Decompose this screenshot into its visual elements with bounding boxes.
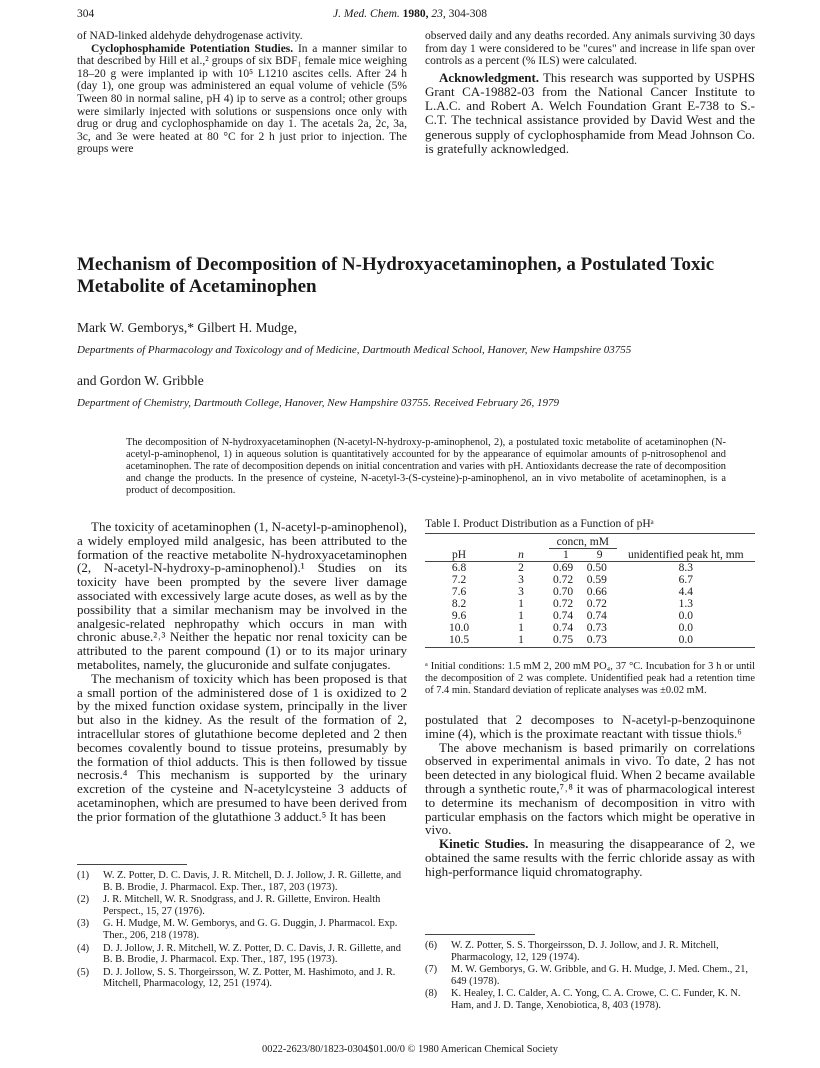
prev-article-left (77, 30, 407, 156)
table-cell: 6.8 (451, 562, 467, 574)
reference-number: (3) (77, 918, 90, 930)
table-header-n: n (518, 548, 524, 561)
prev-article-right (425, 30, 755, 156)
table-row (425, 610, 755, 622)
journal-volume: 23, (431, 8, 446, 20)
table-header-ph: pH (451, 548, 467, 561)
reference-item (425, 940, 755, 963)
reference-text: D. J. Jollow, S. S. Thorgeirsson, W. Z. Potter, M. Hashimoto, and J. R. Mitchell, Pharmacology, 12, 251 (1974). (103, 966, 396, 990)
acknowledgment-heading: Acknowledgment. (439, 69, 540, 85)
table-cell: 0.73 (586, 634, 607, 646)
table-cell: 0.69 (553, 562, 574, 574)
references-right (425, 940, 755, 1013)
table-cell: 4.4 (678, 586, 693, 598)
table-cell: 0.75 (553, 634, 574, 646)
body-right-column (425, 713, 755, 879)
abstract: The decomposition of N-hydroxyacetaminophen (N-acetyl-N-hydroxy-p-aminophenol, 2), a postulated toxic metabolite of acetaminophen (N-acetyl-p-aminophenol, 1) in aqueous solution is quantitatively accounted for by the appearance of equimolar amounts of p-nitrosophenol and acetaminophen. The rate of decomposition depends on initial concentration and varies with pH. Antioxidants decrease the rate of decomposition and change the products. In the presence of cysteine, N-acetyl-3-(S-cysteine)-p-aminophenol, an in vivo metabolite of acetaminophen, is a product of decomposition. (126, 437, 726, 496)
reference-item (77, 870, 407, 893)
table-cell: 0.73 (586, 622, 607, 634)
table-footnote: ᵃ Initial conditions: 1.5 mM 2, 200 mM PO₄, 37 °C. Incubation for 3 h or until the decomposition of 2 was complete. Unidentified peak had a retention time of 7.4 min. Standard deviation of replicate analyses was ±0.02 mM. (425, 661, 755, 696)
prev-line0: of NAD-linked aldehyde dehydrogenase activity. (77, 30, 303, 42)
reference-text: W. Z. Potter, D. C. Davis, J. R. Mitchell, D. J. Jollow, J. R. Gillette, and B. B. Brodie, J. Pharmacol. Exp. Ther., 187, 203 (1973). (103, 870, 402, 893)
reference-text: M. W. Gemborys, G. W. Gribble, and G. H. Mudge, J. Med. Chem., 21, 649 (1978). (451, 964, 748, 987)
table-cell: 0.0 (678, 634, 693, 646)
table-group-header: concn, mM (549, 536, 617, 549)
body-para-1: The toxicity of acetaminophen (1, N-acetyl-p-aminophenol), a widely employed mild analgesic, has been attributed to the formation of the reactive metabolite N-hydroxyacetaminophen (2, N-acetyl-N-hydroxy-p-aminophenol).¹ Studies on its toxicity have been prompted by the severe liver damage associated with excessively large acute doses, as well as by the possibility that a similar mechanism may be involved in the analgesic-related nephropathy which occurs in man with chronic abuse.²˒³ Neither the hepatic nor renal toxicity can be attributed to the parent compound (1) or to its major urinary metabolites, namely, the glucuronide and sulfate conjugates. (77, 519, 407, 672)
table-row (425, 586, 755, 598)
table-cell: 8.2 (451, 598, 467, 610)
table-cell: 0.0 (678, 622, 693, 634)
table-cell: 9.6 (451, 610, 467, 622)
table-cell: 0.59 (586, 574, 607, 586)
table-cell: 0.74 (553, 610, 574, 622)
body-right-para-1: postulated that 2 decomposes to N-acetyl-p-benzoquinone imine (4), which is the proximate reactant with tissue thiols.⁶ (425, 712, 755, 741)
table-cell: 1.3 (678, 598, 693, 610)
kinetic-text: In measuring the disappearance of 2, we obtained the same results with the ferric chloride assay as with high-performance liquid chromatography. (425, 836, 755, 879)
table-cell: 10.5 (448, 634, 470, 646)
reference-text: K. Healey, I. C. Calder, A. C. Yong, C. A. Crowe, C. C. Funder, K. N. Ham, and J. D. Tange, Xenobiotica, 8, 403 (1978). (451, 988, 741, 1011)
reference-number: (1) (77, 870, 90, 881)
page-number: 304 (77, 8, 95, 20)
table-row (425, 562, 755, 575)
reference-number: (8) (425, 988, 438, 1000)
footnote-divider-left (77, 864, 187, 865)
table-cell: 0.66 (586, 586, 607, 598)
table-1 (425, 533, 755, 648)
section-heading-cyclophosphamide: Cyclophosphamide Potentiation Studies. (91, 42, 294, 55)
table-cell: 3 (518, 574, 524, 586)
table-caption: Table I. Product Distribution as a Function of pHᵃ (425, 518, 654, 530)
table-cell: 3 (518, 586, 524, 598)
table-cell: 7.6 (451, 586, 467, 598)
journal-year: 1980, (402, 8, 429, 20)
affiliation-1: Departments of Pharmacology and Toxicology and of Medicine, Dartmouth Medical School, Hanover, New Hampshire 03755 (77, 344, 632, 356)
reference-item (77, 967, 407, 990)
table-cell: 1 (518, 598, 524, 610)
reference-item (425, 964, 755, 987)
references-left (77, 870, 407, 991)
authors-line-1: Mark W. Gemborys,* Gilbert H. Mudge, (77, 320, 298, 335)
table-cell: 1 (518, 610, 524, 622)
table-cell: 0.72 (586, 598, 607, 610)
article-title (77, 254, 757, 298)
table-cell: 6.7 (678, 574, 693, 586)
reference-number: (7) (425, 964, 438, 976)
copyright-footer: 0022-2623/80/1823-0304$01.00/0 © 1980 American Chemical Society (262, 1044, 558, 1055)
journal-name: J. Med. Chem. (333, 8, 400, 20)
table-header-1: 1 (563, 549, 569, 561)
prev-left-text: In a manner similar to that described by Hill et al.,² groups of six BDF₁ female mice weighing 18–20 g were implanted ip with 10⁵ L1210 ascites cells. After 24 h (day 1), one group was administered an equal volume of vehicle (5% Tween 80 in normal saline, pH 4) ip to serve as a control; other groups were similarly injected with solutions or suspensions once only with drug or drug and cyclophosphamide on day 1. The acetals 2a, 2c, 3a, 3c, and 3e were heated at 80 °C for 2 h just prior to injection. The groups were (77, 42, 408, 156)
journal-pages: 304-308 (448, 8, 487, 20)
reference-text: D. J. Jollow, J. R. Mitchell, W. Z. Potter, D. C. Davis, J. R. Gillette, and B. B. Brodie, J. Pharmacol. Exp. Ther., 187, 195 (1973). (103, 942, 401, 966)
reference-text: G. H. Mudge, M. W. Gemborys, and G. G. Duggin, J. Pharmacol. Exp. Ther., 206, 218 (1978). (103, 918, 398, 941)
table-row (425, 598, 755, 610)
footnote-divider-right (425, 934, 535, 935)
table-cell: 0.74 (553, 622, 574, 634)
table-cell: 1 (518, 634, 524, 646)
reference-text: J. R. Mitchell, W. R. Snodgrass, and J. R. Gillette, Environ. Health Perspect., 15, 27 (1976). (103, 894, 381, 917)
affiliation-2: Department of Chemistry, Dartmouth College, Hanover, New Hampshire 03755. Received February 26, 1979 (77, 397, 559, 409)
reference-item (425, 988, 755, 1011)
acknowledgment-text: This research was supported by USPHS Grant CA-19882-03 from the National Cancer Institute to L.A.C. and Robert A. Welch Foundation Grant E-738 to S.-C.T. The technical assistance provided by David West and the generous supply of cyclophosphamide from Mead Johnson Co. is gratefully acknowledged. (425, 69, 755, 156)
table-row (425, 634, 755, 646)
table-cell: 0.50 (586, 562, 607, 574)
body-para-2: The mechanism of toxicity which has been proposed is that a small portion of the administered dose of 1 is oxidized to 2 by the mixed function oxidase system, principally in the liver but also in the kidney. As the result of the formation of 2, intracellular stores of glutathione become depleted and 2 then becomes covalently bound to tissue proteins, presumably by the formation of thiol adducts. This is then followed by tissue necrosis.⁴ This mechanism is supported by the urinary excretion of the cysteine and N-acetylcysteine 3 adducts of acetaminophen, which are presumed to have been derived from the prior formation of the glutathione 3 adduct.⁵ It has been (77, 670, 407, 824)
journal-header (0, 8, 820, 20)
title-line-2: Metabolite of Acetaminophen (77, 276, 317, 297)
title-line-1: Mechanism of Decomposition of N-Hydroxyacetaminophen, a Postulated Toxic (77, 254, 715, 275)
table-cell: 7.2 (451, 574, 467, 586)
table-header-unidentified: unidentified peak ht, mm (627, 549, 744, 561)
reference-item (77, 894, 407, 917)
table-row (425, 622, 755, 634)
reference-number: (4) (77, 942, 90, 954)
table-cell: 0.72 (553, 598, 574, 610)
reference-number: (6) (425, 940, 438, 951)
prev-right-text: observed daily and any deaths recorded. Any animals surviving 30 days from day 1 were considered to be "cures" and increase in life span over controls as a percent (% ILS) were calculated. (425, 30, 755, 68)
reference-item (77, 943, 407, 966)
body-left-column (77, 520, 407, 824)
table-row (425, 574, 755, 586)
table-cell: 2 (518, 562, 524, 574)
table-cell: 0.0 (678, 610, 693, 622)
reference-number: (2) (77, 894, 90, 906)
table-header-9: 9 (596, 549, 603, 561)
body-right-para-2: The above mechanism is based primarily on correlations observed in experimental animals in vivo. To date, 2 has not been detected in any biological fluid. When 2 became available through a synthetic route,⁷˒⁸ it was of pharmacological interest to determine its mechanism of decomposition in vitro with particular emphasis on the factors which might be operative in vivo. (425, 739, 755, 838)
kinetic-heading: Kinetic Studies. (439, 836, 529, 852)
reference-item (77, 918, 407, 941)
reference-number: (5) (77, 966, 90, 978)
authors-line-2: and Gordon W. Gribble (77, 373, 204, 388)
reference-text: W. Z. Potter, S. S. Thorgeirsson, D. J. Jollow, and J. R. Mitchell, Pharmacology, 12, 129 (1974). (451, 940, 719, 963)
table-cell: 8.3 (678, 562, 693, 574)
table-cell: 10.0 (448, 622, 470, 634)
table-cell: 0.70 (553, 586, 574, 598)
table-cell: 0.74 (586, 610, 607, 622)
table-cell: 1 (518, 622, 524, 634)
table-cell: 0.72 (553, 574, 574, 586)
